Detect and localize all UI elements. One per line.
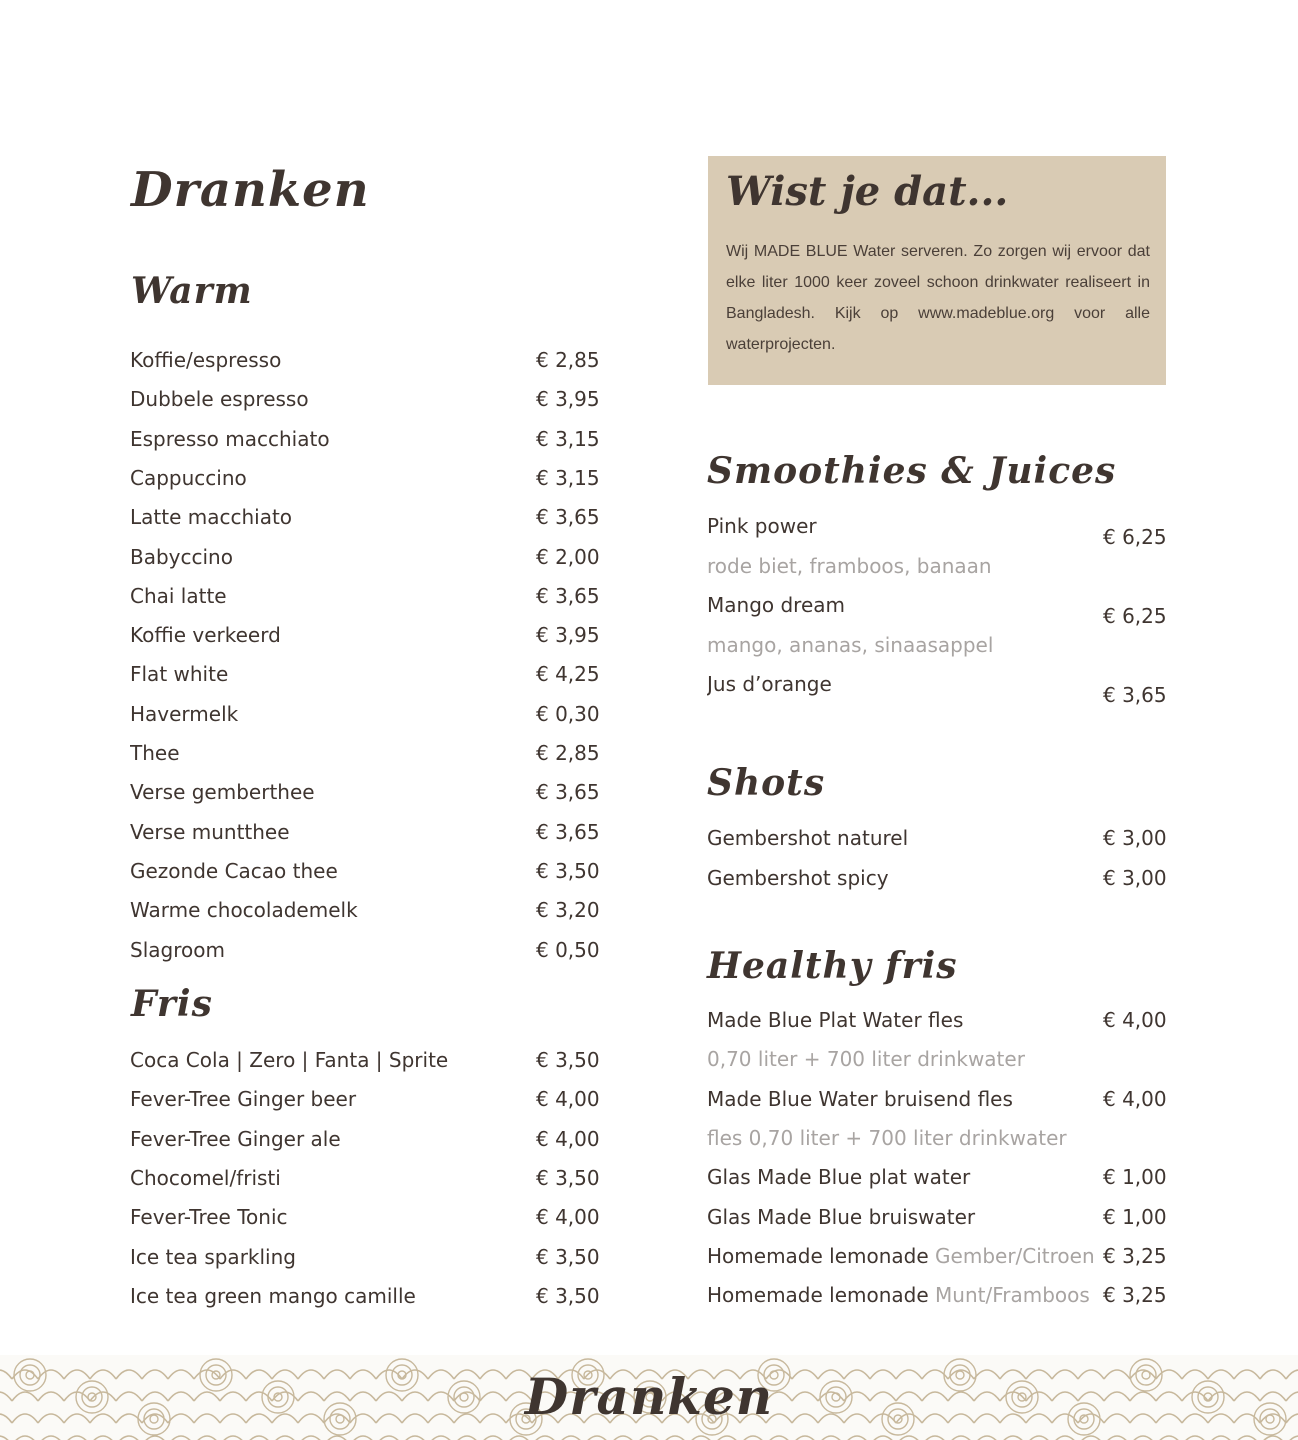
item-name: Cappuccino [130, 465, 247, 490]
list-item [707, 590, 1167, 620]
item-name: Latte macchiato [130, 505, 293, 530]
item-name [707, 1244, 1103, 1268]
item-price: € 3,65 [536, 505, 600, 530]
item-price: € 2,85 [536, 741, 600, 765]
item-name: Mango dream [707, 593, 845, 617]
list-item [130, 424, 600, 454]
list-item [130, 895, 600, 925]
item-name: Jus d’orange [707, 672, 832, 696]
item-price: € 3,00 [1103, 866, 1167, 890]
list-item [130, 856, 600, 886]
item-price: € 1,00 [1103, 1165, 1167, 1189]
list-item [130, 620, 600, 650]
list-item [707, 1162, 1167, 1192]
list-item [707, 1084, 1167, 1114]
section-heading-smoothies: Smoothies & Juices [707, 450, 1117, 492]
item-price: € 4,00 [1103, 1008, 1167, 1032]
item-ingredients: mango, ananas, sinaasappel [707, 633, 994, 657]
item-price: € 2,00 [536, 544, 600, 569]
item-price: € 3,65 [536, 780, 600, 805]
item-price: € 3,50 [536, 1283, 600, 1308]
item-price: € 4,00 [536, 1126, 600, 1151]
item-name: Glas Made Blue plat water [707, 1165, 971, 1189]
item-price: € 2,85 [536, 348, 600, 372]
list-item [707, 1202, 1167, 1232]
item-price: € 3,15 [536, 465, 600, 490]
section-heading-warm: Warm [131, 270, 253, 312]
item-price: € 3,95 [536, 623, 600, 648]
item-name: Fever-Tree Ginger ale [130, 1126, 341, 1151]
item-name: Havermelk [130, 701, 239, 726]
item-name: Glas Made Blue bruiswater [707, 1205, 976, 1229]
page-title: Dranken [131, 162, 370, 218]
item-price: € 1,00 [1103, 1205, 1167, 1229]
item-name: Fever-Tree Tonic [130, 1205, 288, 1230]
item-name: Ice tea sparkling [130, 1244, 296, 1269]
item-name: Chocomel/fristi [130, 1165, 281, 1190]
list-item [130, 817, 600, 847]
item-name: Babyccino [130, 544, 233, 569]
item-price: € 0,50 [536, 937, 600, 962]
item-price: € 3,50 [536, 1048, 600, 1072]
item-price: € 3,65 [536, 583, 600, 608]
item-name: Gembershot spicy [707, 866, 889, 890]
item-name [707, 1283, 1103, 1307]
item-price: € 3,00 [1103, 826, 1167, 850]
item-name: Ice tea green mango camille [130, 1283, 416, 1308]
item-variant: Munt/Framboos [935, 1283, 1090, 1307]
list-item [130, 502, 600, 532]
list-item [130, 659, 600, 689]
list-item [707, 511, 1167, 541]
item-name: Verse gemberthee [130, 780, 315, 805]
item-price: € 3,65 [1103, 683, 1167, 707]
item-price: € 4,00 [536, 1205, 600, 1230]
item-description: 0,70 liter + 700 liter drinkwater [707, 1047, 1025, 1071]
list-item [130, 1281, 600, 1311]
item-name: Warme chocolademelk [130, 898, 358, 923]
info-box-title: Wist je dat... [726, 168, 1009, 215]
list-item [130, 699, 600, 729]
item-price: € 6,25 [1103, 525, 1167, 549]
item-name: Thee [130, 741, 180, 765]
list-item [130, 1242, 600, 1272]
list-item [707, 1241, 1167, 1271]
item-price: € 0,30 [536, 701, 600, 726]
list-item [130, 1084, 600, 1114]
item-price: € 3,15 [536, 426, 600, 451]
section-heading-healthy-fris: Healthy fris [707, 945, 958, 987]
list-item [130, 1202, 600, 1232]
footer-band [0, 1355, 1298, 1440]
item-name: Fever-Tree Ginger beer [130, 1087, 357, 1112]
item-price: € 3,95 [536, 387, 600, 412]
item-name: Coca Cola | Zero | Fanta | Sprite [130, 1048, 449, 1072]
item-name: Koffie/espresso [130, 348, 282, 372]
info-box-text: Wij MADE BLUE Water serveren. Zo zorgen wij ervoor dat elke liter 1000 keer zoveel schoon drinkwater realiseert in Bangladesh. Kijk op www.madeblue.org voor alle waterprojecten. [726, 243, 1150, 353]
item-price: € 3,25 [1103, 1244, 1167, 1268]
section-heading-fris: Fris [131, 983, 213, 1025]
item-description: fles 0,70 liter + 700 liter drinkwater [707, 1126, 1067, 1150]
item-name: Dubbele espresso [130, 387, 309, 412]
item-price: € 4,00 [536, 1087, 600, 1112]
item-price: € 3,25 [1103, 1283, 1167, 1307]
item-variant: Gember/Citroen [935, 1244, 1095, 1268]
list-item [130, 738, 600, 768]
item-price: € 3,50 [536, 1244, 600, 1269]
item-price: € 3,65 [536, 819, 600, 844]
item-name-main: Homemade lemonade [707, 1283, 929, 1307]
list-item [130, 1045, 600, 1075]
footer-title: Dranken [524, 1367, 774, 1426]
item-name: Made Blue Plat Water fles [707, 1008, 964, 1032]
item-name: Espresso macchiato [130, 426, 330, 451]
item-price: € 3,50 [536, 1165, 600, 1190]
item-price: € 4,25 [536, 662, 600, 687]
list-item [130, 581, 600, 611]
item-price: € 3,20 [536, 898, 600, 923]
section-heading-shots: Shots [707, 762, 826, 804]
item-ingredients: rode biet, framboos, banaan [707, 554, 992, 578]
list-item [130, 777, 600, 807]
item-name: Koffie verkeerd [130, 623, 281, 648]
list-item [707, 863, 1167, 893]
item-name: Gezonde Cacao thee [130, 858, 338, 883]
item-name: Made Blue Water bruisend fles [707, 1087, 1013, 1111]
list-item [130, 345, 600, 375]
item-name-main: Homemade lemonade [707, 1244, 929, 1268]
list-item [130, 935, 600, 965]
list-item [707, 1280, 1167, 1310]
item-name: Verse muntthee [130, 819, 290, 844]
list-item [130, 1163, 600, 1193]
item-price: € 3,50 [536, 858, 600, 883]
item-name: Flat white [130, 662, 229, 687]
item-name: Pink power [707, 514, 817, 538]
list-item [707, 823, 1167, 853]
list-item [130, 1124, 600, 1154]
info-box [708, 156, 1166, 385]
list-item [130, 542, 600, 572]
list-item [707, 669, 1167, 699]
list-item [130, 463, 600, 493]
list-item [707, 1005, 1167, 1035]
item-name: Slagroom [130, 937, 225, 962]
item-price: € 6,25 [1103, 604, 1167, 628]
list-item [130, 384, 600, 414]
item-price: € 4,00 [1103, 1087, 1167, 1111]
item-name: Chai latte [130, 583, 227, 608]
item-name: Gembershot naturel [707, 826, 909, 850]
